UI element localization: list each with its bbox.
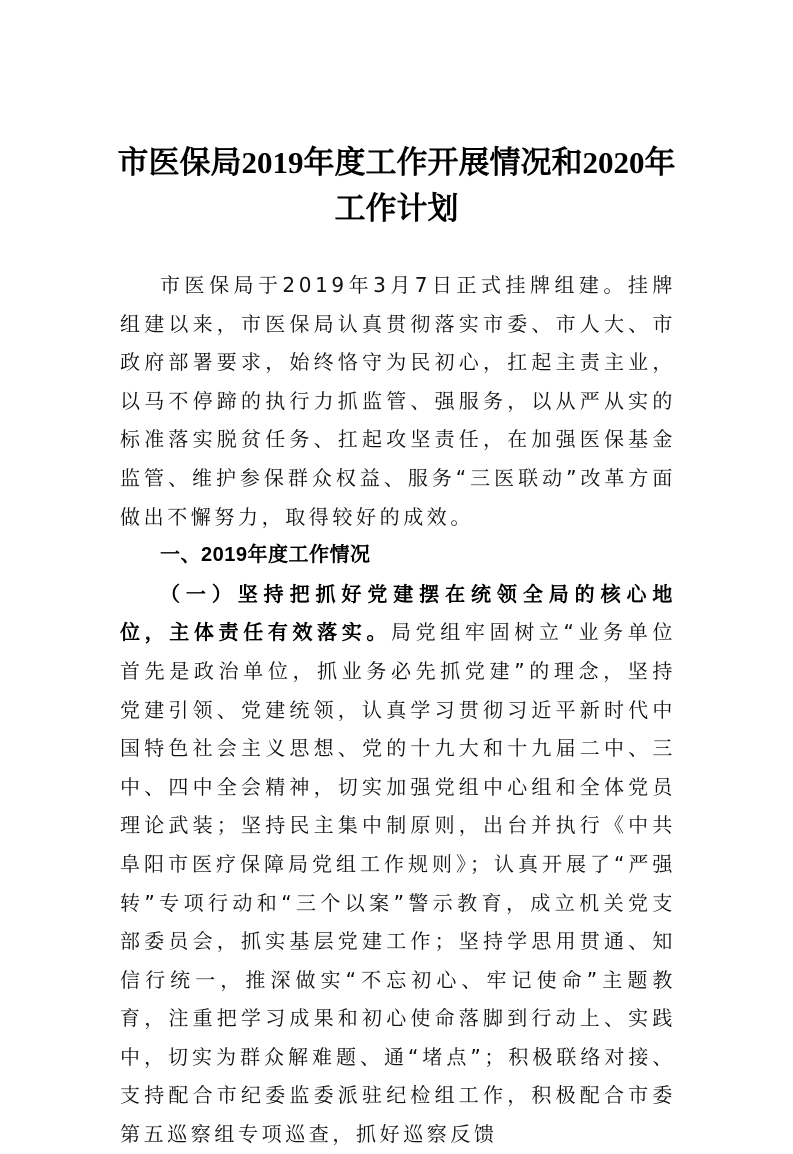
item-body-text: 局党组牢固树立“业务单位首先是政治单位，抓业务必先抓党建”的理念，坚持党建引领、党建统领，认真学习贯彻习近平新时代中国特色社会主义思想、党的十九大和十九届二中、三中、四中全会精神，切实加强党组中心组和全体党员理论武装；坚持民主集中制原则，出台并执行《中共阜阳市医疗保障局党组工作规则》；认真开展了“严强转”专项行动和“三个以案”警示教育，成立机关党支部委员会，抓实基层党建工作；坚持学思用贯通、知信行统一，推深做实“不忘初心、牢记使命”主题教育，注重把学习成果和初心使命落脚到行动上、实践中，切实为群众解难题、通“堵点”；积极联络对接、支持配合市纪委监委派驻纪检组工作，积极配合市委第五巡察组专项巡查，抓好巡察反馈	[120, 620, 676, 1147]
title-line-1: 市医保局2019年度工作开展情况和2020年	[117, 145, 676, 180]
item-lead-bold: （一）坚持把抓好党建摆在统领全局的核心地位，主体责任有效落实。	[120, 581, 676, 645]
document-title	[100, 140, 693, 232]
intro-paragraph: 市医保局于2019年3月7日正式挂牌组建。挂牌组建以来，市医保局认真贯彻落实市委、市人大、市政府部署要求，始终恪守为民初心，扛起主责主业，以马不停蹄的执行力抓监管、强服务，以从严从实的标准落实脱贫任务、扛起攻坚责任，在加强医保基金监管、维护参保群众权益、服务“三医联动”改革方面做出不懈努力，取得较好的成效。	[120, 273, 676, 529]
section-item-paragraph	[120, 575, 676, 1154]
document-body	[120, 266, 676, 1154]
section-heading: 一、2019年度工作情况	[160, 544, 371, 567]
title-line-2: 工作计划	[334, 191, 459, 226]
